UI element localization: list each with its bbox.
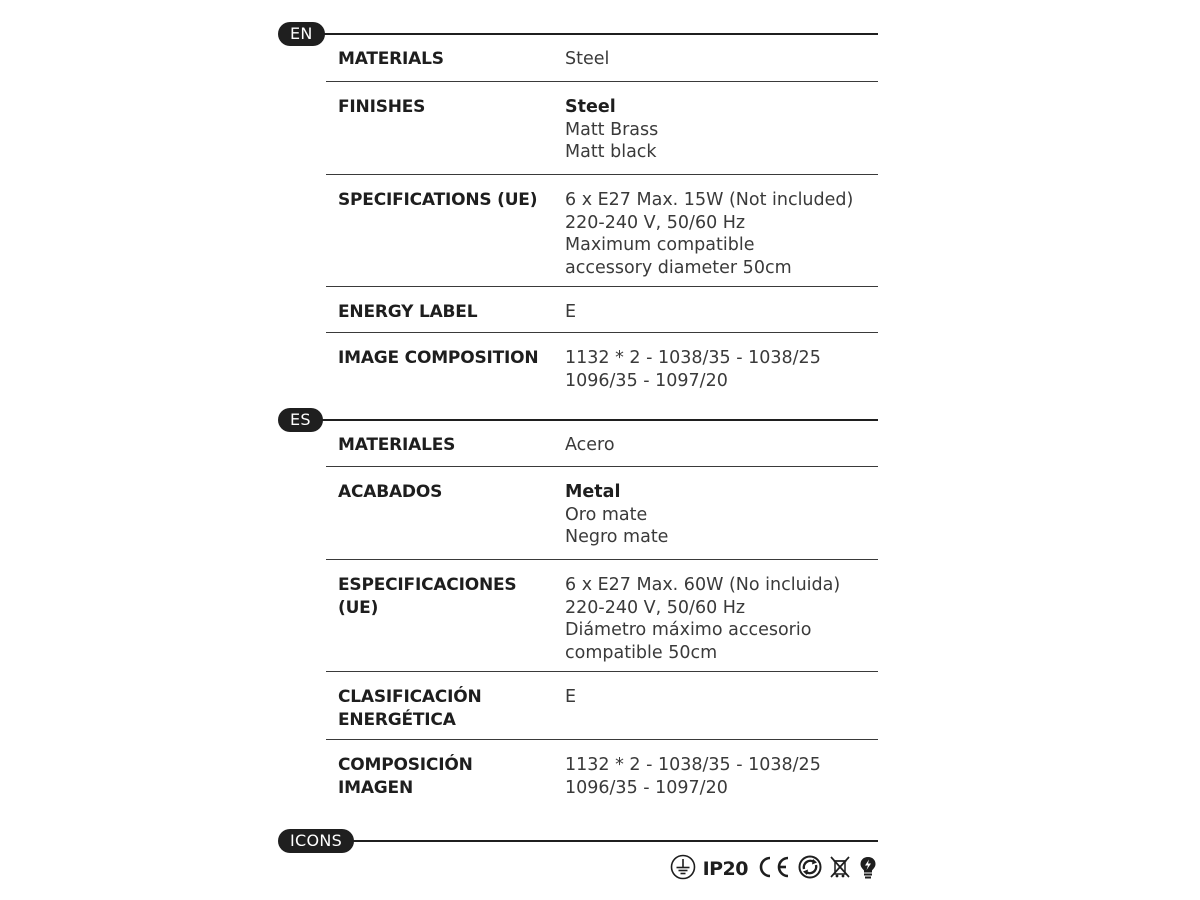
spec-value (565, 96, 885, 164)
earth-ground-icon (670, 854, 696, 884)
spec-row (326, 82, 878, 175)
spec-label: MATERIALS (338, 49, 444, 69)
spec-row (326, 740, 878, 810)
spec-label: MATERIALES (338, 435, 456, 455)
spec-value-line: 1096/35 - 1097/20 (565, 370, 728, 391)
spec-value-line: 1132 * 2 - 1038/35 - 1038/25 (565, 348, 821, 368)
spec-row (326, 287, 878, 333)
spec-value-line: compatible 50cm (565, 642, 718, 663)
spec-value-line: 6 x E27 Max. 60W (No incluida) (565, 575, 841, 595)
spec-row (326, 34, 878, 82)
spec-label: SPECIFICATIONS (UE) (338, 190, 538, 210)
spec-value-line: E (565, 687, 577, 707)
spec-value-line: Steel (565, 97, 616, 117)
spec-row (326, 672, 878, 740)
section-tag-es: ES (278, 408, 323, 432)
spec-value-line: accessory diameter 50cm (565, 257, 792, 278)
recycle-icon (798, 855, 822, 883)
spec-value-line: Steel (565, 49, 610, 69)
spec-value-line: 1096/35 - 1097/20 (565, 777, 728, 798)
spec-row (326, 333, 878, 403)
spec-value (565, 301, 885, 324)
weee-crossed-bin-icon (829, 855, 851, 883)
spec-value-line: Matt Brass (565, 119, 659, 140)
spec-value (565, 754, 885, 799)
spec-label: ESPECIFICACIONES (UE) (338, 575, 517, 618)
spec-row (326, 467, 878, 560)
spec-value-line: Metal (565, 482, 621, 502)
spec-row (326, 420, 878, 467)
spec-value-line: Matt black (565, 142, 657, 162)
spec-label: ACABADOS (338, 482, 443, 502)
spec-table-en (326, 34, 878, 403)
spec-value (565, 48, 885, 71)
spec-row (326, 175, 878, 287)
spec-value-line: 220-240 V, 50/60 Hz (565, 212, 746, 233)
spec-value (565, 189, 885, 279)
spec-value-line: 6 x E27 Max. 15W (Not included) (565, 190, 854, 210)
spec-value-line: Acero (565, 435, 615, 455)
spec-value-line: 220-240 V, 50/60 Hz (565, 597, 746, 618)
spec-table-es (326, 420, 878, 810)
spec-label: CLASIFICACIÓN ENERGÉTICA (338, 687, 482, 730)
section-tag-en: EN (278, 22, 325, 46)
spec-value (565, 686, 885, 709)
spec-row (326, 560, 878, 672)
spec-label: FINISHES (338, 97, 426, 117)
certification-icons (663, 853, 878, 885)
ip20-rating: IP20 (702, 858, 748, 880)
spec-value-line: Oro mate (565, 504, 648, 525)
spec-value-line: Diámetro máximo accesorio (565, 620, 812, 640)
spec-value (565, 434, 885, 457)
ce-mark-icon (755, 855, 791, 883)
spec-value-line: 1132 * 2 - 1038/35 - 1038/25 (565, 755, 821, 775)
spec-value-line: Negro mate (565, 527, 669, 547)
spec-label: IMAGE COMPOSITION (338, 348, 539, 368)
section-divider (348, 840, 878, 842)
led-bulb-icon (858, 854, 878, 884)
spec-value-line: Maximum compatible (565, 235, 755, 255)
section-tag-icons: ICONS (278, 829, 354, 853)
spec-label: ENERGY LABEL (338, 302, 478, 322)
spec-value (565, 574, 885, 664)
spec-value (565, 481, 885, 549)
spec-value-line: E (565, 302, 577, 322)
spec-value (565, 347, 885, 392)
spec-label: COMPOSICIÓN IMAGEN (338, 755, 473, 798)
